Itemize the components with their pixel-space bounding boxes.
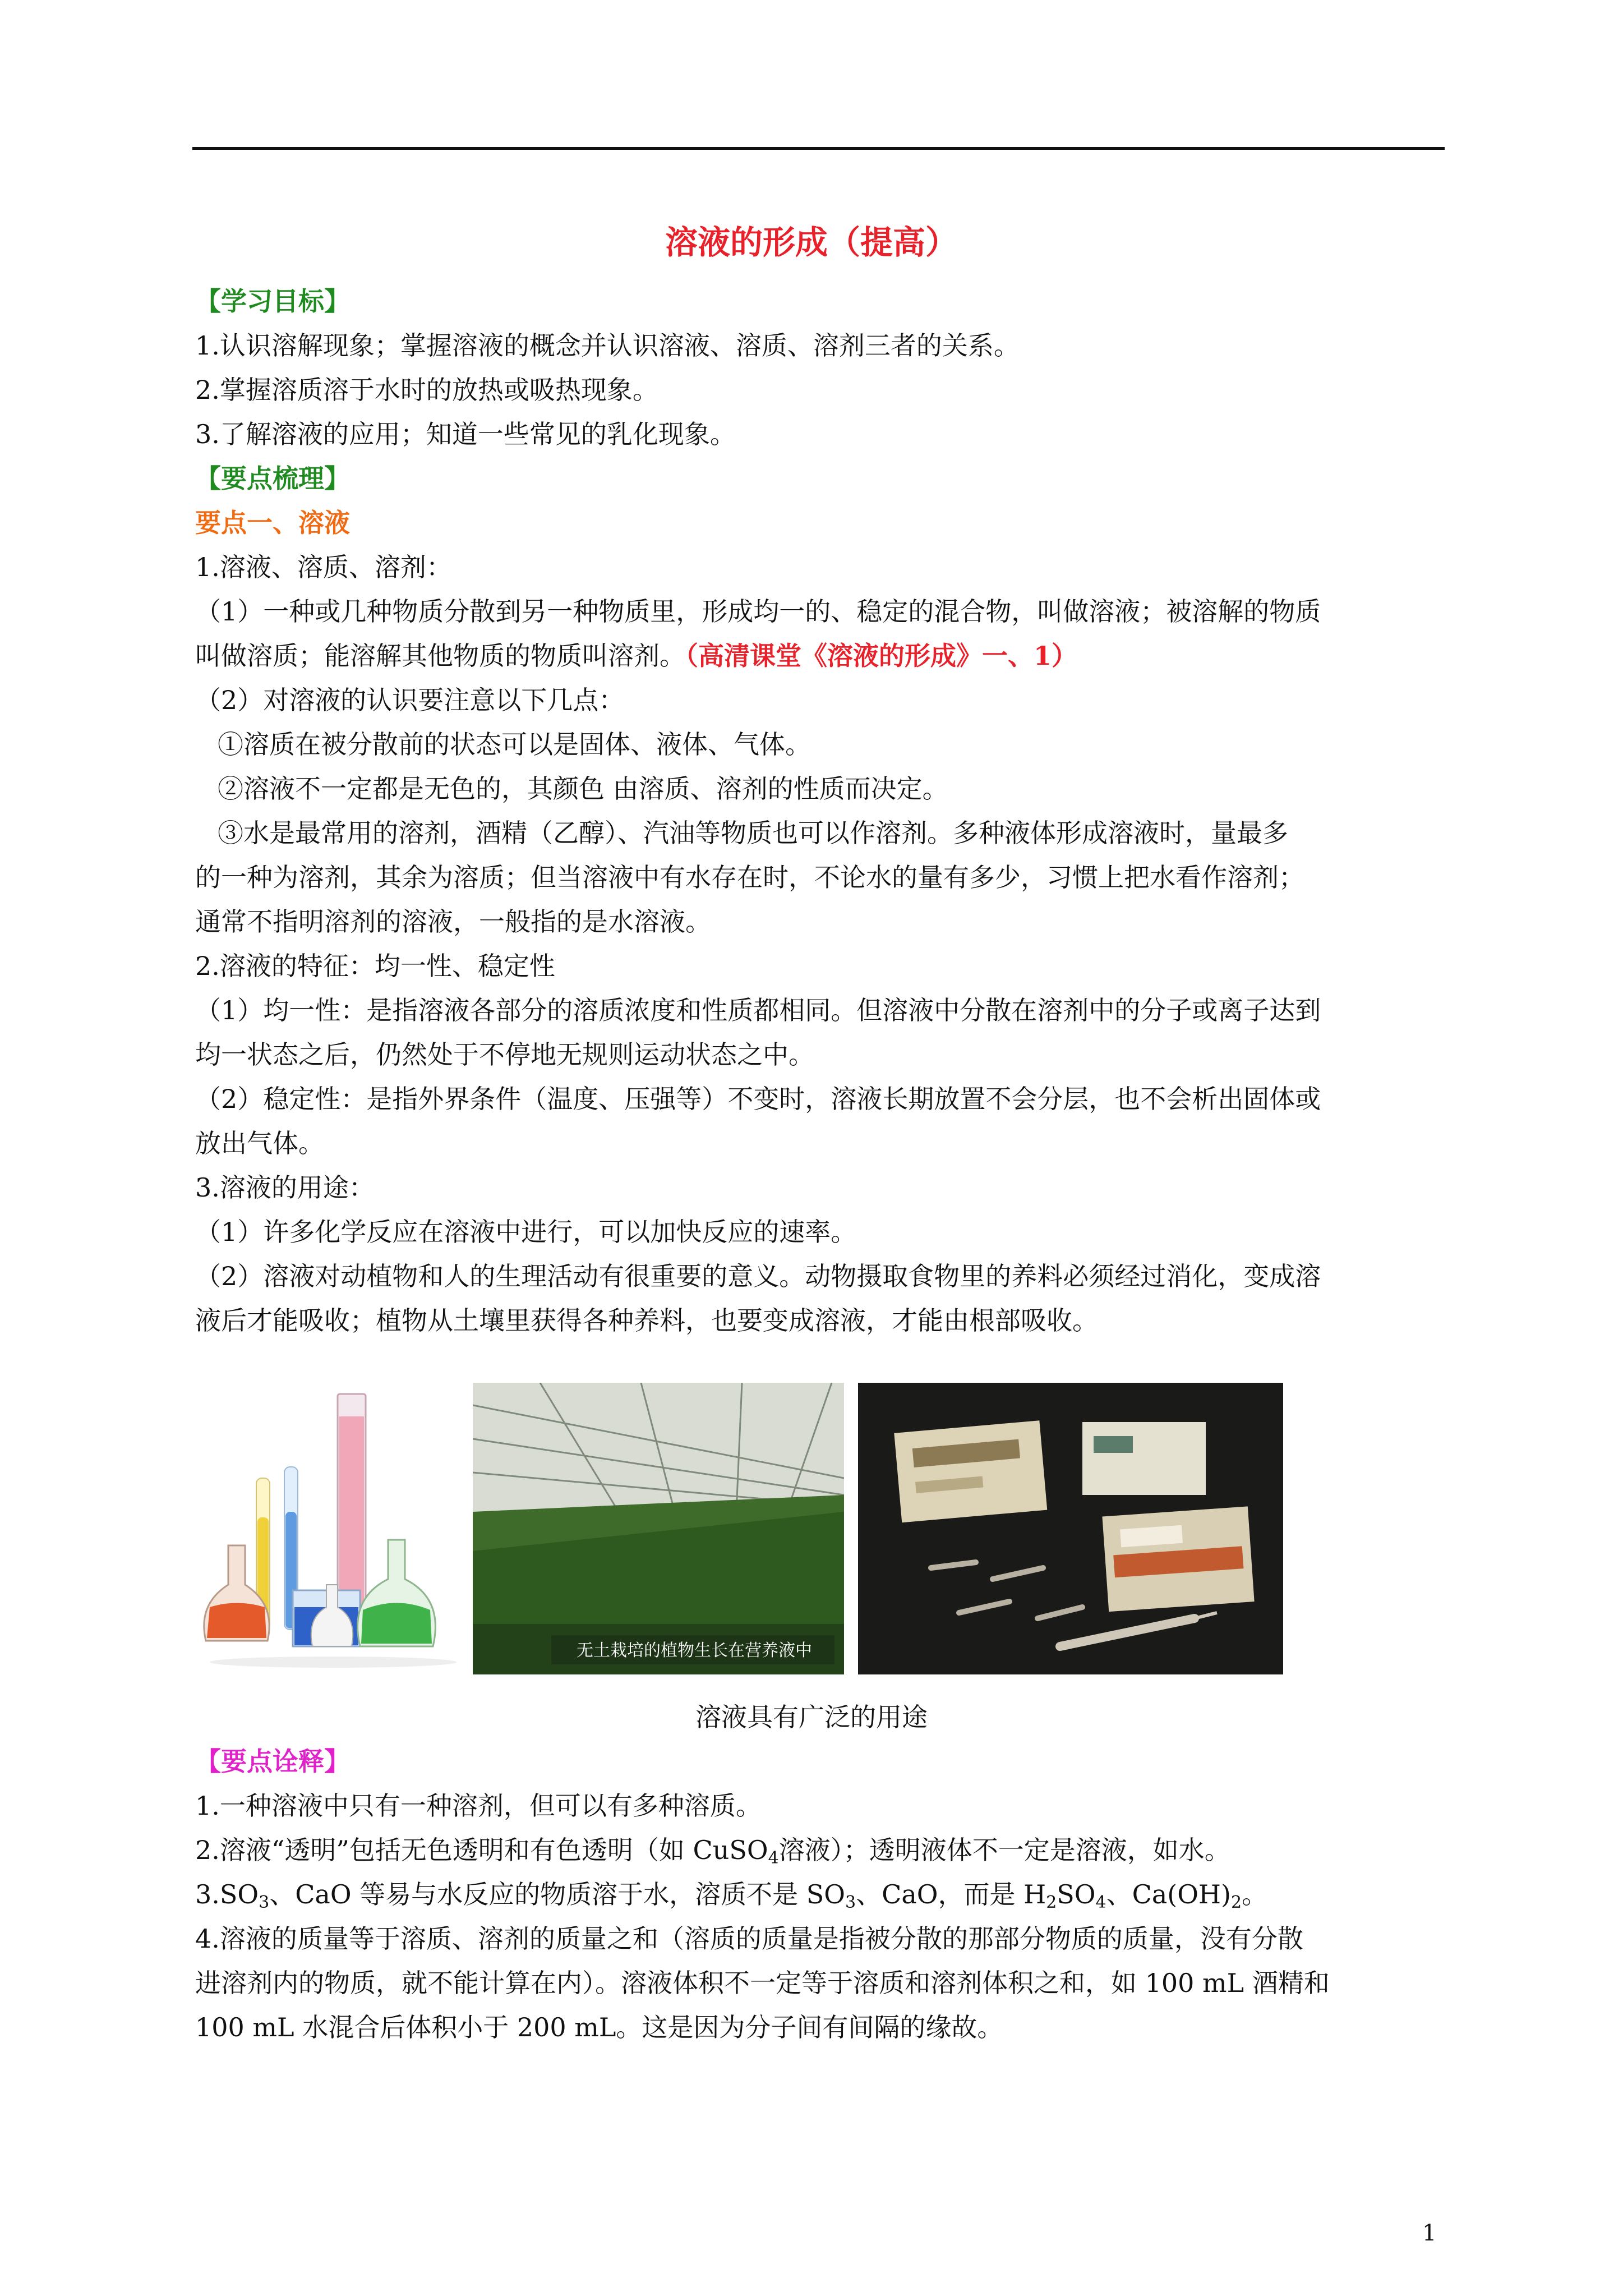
paragraph: 液后才能吸收；植物从土壤里获得各种养料，也要变成溶液，才能由根部吸收。 — [195, 1305, 1098, 1336]
paragraph: （1）一种或几种物质分散到另一种物质里，形成均一的、稳定的混合物，叫做溶液；被溶解的物质 — [195, 596, 1321, 627]
subscript: 4 — [768, 1848, 779, 1868]
goal-item: 3.了解溶液的应用；知道一些常见的乳化现象。 — [195, 419, 736, 449]
paragraph: 1.溶液、溶质、溶剂： — [195, 552, 452, 582]
notes-heading: 【要点诠释】 — [195, 1746, 350, 1777]
note-text: 、CaO，而是 H — [856, 1879, 1046, 1910]
subscript: 2 — [1046, 1893, 1057, 1912]
learning-goals-heading: 【学习目标】 — [195, 286, 350, 316]
page-title: 溶液的形成（提高） — [665, 223, 958, 261]
page-number: 1 — [1422, 2220, 1437, 2246]
paragraph-text: 叫做溶质；能溶解其他物质的物质叫溶剂。 — [195, 641, 685, 671]
note-text: 3.SO — [195, 1879, 259, 1910]
subscript: 4 — [1095, 1893, 1106, 1912]
greenhouse-photo — [473, 1383, 844, 1674]
note-item — [195, 1829, 1230, 1871]
reference-link: （高清课堂《溶液的形成》一、1） — [685, 641, 1078, 671]
paragraph: （2）对溶液的认识要注意以下几点： — [195, 685, 625, 715]
subscript: 3 — [259, 1893, 270, 1912]
note-text: 溶液）；透明液体不一定是溶液，如水。 — [778, 1835, 1230, 1865]
note-item: 1.一种溶液中只有一种溶剂，但可以有多种溶质。 — [195, 1791, 762, 1821]
note-item: 进溶剂内的物质，就不能计算在内）。溶液体积不一定等于溶质和溶剂体积之和，如 100 mL 酒精和 — [195, 1968, 1330, 1998]
note-text: 、Ca(OH) — [1106, 1879, 1231, 1910]
paragraph — [195, 635, 1077, 677]
paragraph: 均一状态之后，仍然处于不停地无规则运动状态之中。 — [195, 1039, 814, 1070]
paragraph: ②溶液不一定都是无色的，其颜色 由溶质、溶剂的性质而决定。 — [218, 774, 948, 804]
subscript: 3 — [845, 1893, 856, 1912]
note-text: SO — [1057, 1879, 1096, 1910]
figure-caption: 溶液具有广泛的用途 — [695, 1702, 928, 1732]
paragraph: 2.溶液的特征：均一性、稳定性 — [195, 951, 555, 981]
paragraph: （1）许多化学反应在溶液中进行，可以加快反应的速率。 — [195, 1217, 857, 1247]
section1-heading: 要点一、溶液 — [195, 508, 350, 538]
paragraph: （2）稳定性：是指外界条件（温度、压强等）不变时，溶液长期放置不会分层，也不会析出固体或 — [195, 1084, 1321, 1114]
goal-item: 2.掌握溶质溶于水时的放热或吸热现象。 — [195, 375, 658, 405]
note-item: 100 mL 水混合后体积小于 200 mL。这是因为分子间有间隔的缘故。 — [195, 2012, 1003, 2042]
medicine-boxes-photo — [858, 1383, 1283, 1674]
note-text: 、CaO 等易与水反应的物质溶于水，溶质不是 SO — [269, 1879, 846, 1910]
paragraph: 放出气体。 — [195, 1128, 324, 1158]
paragraph: （1）均一性：是指溶液各部分的溶质浓度和性质都相同。但溶液中分散在溶剂中的分子或离子达到 — [195, 995, 1321, 1025]
paragraph: 3.溶液的用途： — [195, 1172, 375, 1203]
paragraph: ①溶质在被分散前的状态可以是固体、液体、气体。 — [218, 729, 811, 760]
greenhouse-caption: 无土栽培的植物生长在营养液中 — [577, 1641, 812, 1660]
header-rule — [192, 147, 1445, 150]
key-points-heading: 【要点梳理】 — [195, 463, 350, 494]
paragraph: 的一种为溶剂，其余为溶质；但当溶液中有水存在时，不论水的量有多少，习惯上把水看作溶剂； — [195, 862, 1304, 892]
paragraph: 通常不指明溶剂的溶液，一般指的是水溶液。 — [195, 907, 711, 937]
lab-glassware-photo — [203, 1383, 464, 1674]
subscript: 2 — [1230, 1893, 1242, 1912]
note-text: 2.溶液“透明”包括无色透明和有色透明（如 CuSO — [195, 1835, 768, 1865]
note-text: 。 — [1242, 1879, 1268, 1910]
note-item — [195, 1874, 1267, 1915]
paragraph: ③水是最常用的溶剂，酒精（乙醇）、汽油等物质也可以作溶剂。多种液体形成溶液时，量最多 — [218, 818, 1288, 848]
paragraph: （2）溶液对动植物和人的生理活动有很重要的意义。动物摄取食物里的养料必须经过消化，变成溶 — [195, 1261, 1321, 1291]
goal-item: 1.认识溶解现象；掌握溶液的概念并认识溶液、溶质、溶剂三者的关系。 — [195, 330, 1020, 361]
note-item: 4.溶液的质量等于溶质、溶剂的质量之和（溶质的质量是指被分散的那部分物质的质量，没有分散 — [195, 1924, 1303, 1954]
